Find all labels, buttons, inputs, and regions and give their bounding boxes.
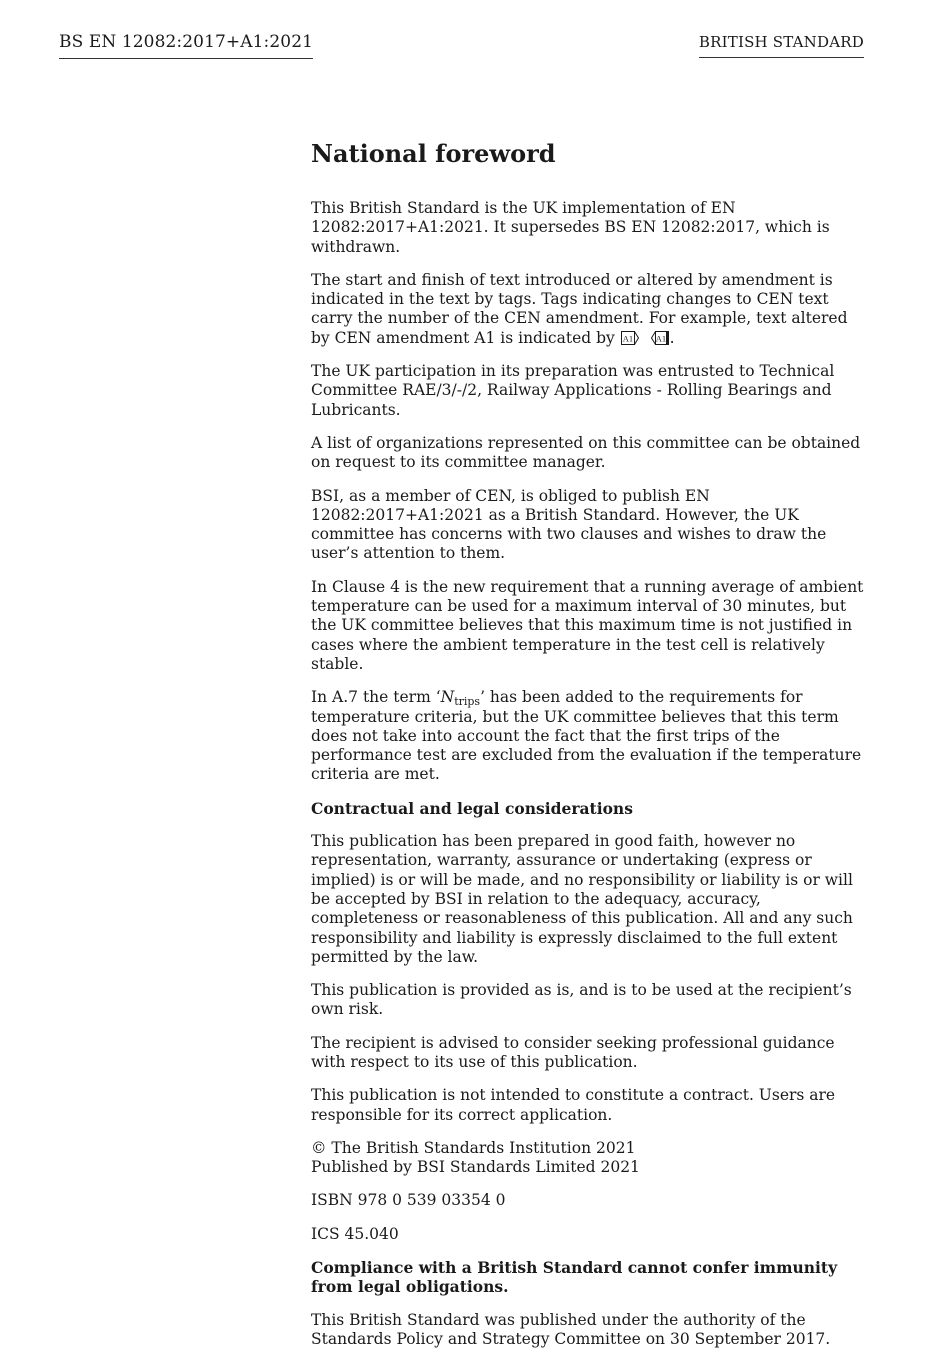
amendment-end-tag-label: A1 bbox=[655, 333, 666, 344]
paragraph-not-contract: This publication is not intended to constitute a contract. Users are responsible for its correct application. bbox=[311, 1086, 836, 1124]
document-type-label: BRITISH STANDARD bbox=[699, 32, 864, 58]
paragraph-amendment-tags bbox=[311, 271, 867, 348]
publisher-line: Published by BSI Standards Limited 2021 bbox=[311, 1158, 640, 1177]
page-title: National foreword bbox=[311, 139, 556, 168]
paragraph-implementation: This British Standard is the UK implementation of EN 12082:2017+A1:2021. It supersedes BS EN 12082:2017, which is withdrawn. bbox=[311, 199, 830, 256]
compliance-notice: Compliance with a British Standard cannot confer immunity from legal obligations. bbox=[311, 1258, 838, 1297]
document-id: BS EN 12082:2017+A1:2021 bbox=[59, 31, 313, 59]
ics: ICS 45.040 bbox=[311, 1224, 399, 1243]
paragraph-a7 bbox=[311, 688, 867, 784]
paragraph-a7-post: ’ has been added to the requirements for temperature criteria, but the UK committee believes that this term does not take into account the fact that the first trips of the performance test are excluded from the evaluation if the temperature criteria are met. bbox=[311, 688, 862, 784]
symbol-subscript: trips bbox=[454, 695, 481, 709]
paragraph-amendment-end: . bbox=[669, 328, 675, 347]
amendment-start-tag-label: A1 bbox=[622, 333, 633, 344]
paragraph-cen-obligation: BSI, as a member of CEN, is obliged to publish EN 12082:2017+A1:2021 as a British Standard. However, the UK committee has concerns with two clauses and wishes to draw the user’s attention to them. bbox=[311, 486, 827, 563]
paragraph-amendment-text: The start and finish of text introduced or altered by amendment is indicated in the text by tags. Tags indicating changes to CEN text carry the number of the CEN amendment. For example, text altered by CEN amendment A1 is indicated by bbox=[311, 270, 848, 347]
copyright-block bbox=[311, 1139, 867, 1178]
symbol-n: N bbox=[440, 688, 455, 707]
paragraph-authority: This British Standard was published under the authority of the Standards Policy and Strategy Committee on 30 September 2017. bbox=[311, 1310, 831, 1348]
isbn: ISBN 978 0 539 03354 0 bbox=[311, 1191, 506, 1210]
amendment-start-tag-icon bbox=[621, 331, 639, 345]
amendment-end-tag-icon bbox=[651, 331, 669, 345]
paragraph-a7-pre: In A.7 the term ‘ bbox=[311, 688, 441, 707]
paragraph-clause-4: In Clause 4 is the new requirement that a running average of ambient temperature can be used for a maximum interval of 30 minutes, but the UK committee believes that this maximum time is not justified in cases where the ambient temperature in the test cell is relatively stable. bbox=[311, 577, 864, 673]
heading-contractual: Contractual and legal considerations bbox=[311, 798, 633, 818]
paragraph-good-faith: This publication has been prepared in good faith, however no representation, warranty, assurance or undertaking (express or implied) is or will be made, and no responsibility or liability is or will be accepted by BSI in relation to the adequacy, accuracy, completeness or reasonableness of this publication. All and any such responsibility and liability is expressly disclaimed to the full extent permitted by the law. bbox=[311, 832, 853, 966]
paragraph-as-is: This publication is provided as is, and is to be used at the recipient’s own risk. bbox=[311, 981, 852, 1019]
paragraph-committee: The UK participation in its preparation was entrusted to Technical Committee RAE/3/-/2, Railway Applications - Rolling Bearings and Lubricants. bbox=[311, 362, 835, 419]
main-content bbox=[311, 138, 867, 1363]
copyright-line: © The British Standards Institution 2021 bbox=[311, 1138, 636, 1157]
paragraph-organizations: A list of organizations represented on this committee can be obtained on request to its committee manager. bbox=[311, 433, 861, 472]
paragraph-guidance: The recipient is advised to consider seeking professional guidance with respect to its use of this publication. bbox=[311, 1033, 835, 1071]
